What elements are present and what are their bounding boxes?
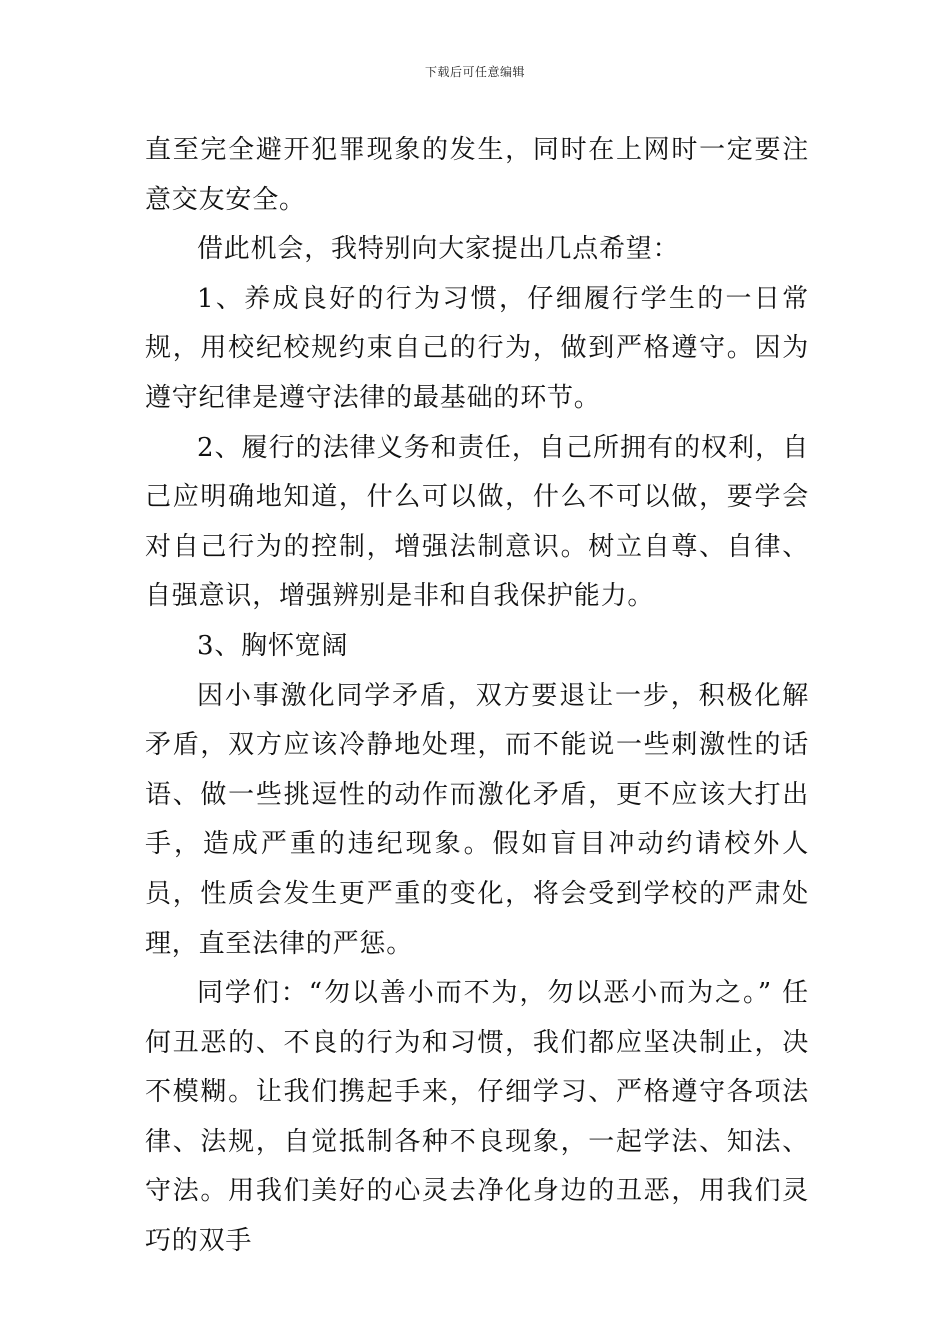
- paragraph-point-2: 2、履行的法律义务和责任，自己所拥有的权利，自己应明确地知道，什么可以做，什么不可以做，要学会对自己行为的控制，增强法制意识。树立自尊、自律、自强意识，增强辨别是非和自我保护能力。: [145, 432, 809, 612]
- paragraph-point-3-body: 因小事激化同学矛盾，双方要退让一步，积极化解矛盾，双方应该冷静地处理，而不能说一些刺激性的话语、做一些挑逗性的动作而激化矛盾，更不应该大打出手，造成严重的违纪现象。假如盲目冲动约请校外人员，性质会发生更严重的变化，将会受到学校的严肃处理，直至法律的严惩。: [145, 680, 809, 959]
- paragraph-intro: 借此机会，我特别向大家提出几点希望：: [197, 234, 680, 265]
- paragraph-closing: 同学们：“勿以善小而不为，勿以恶小而为之。” 任何丑恶的、不良的行为和习惯，我们都应坚决制止，决不模糊。让我们携起手来，仔细学习、严格遵守各项法律、法规，自觉抵制各种不良现象，一起学法、知法、守法。用我们美好的心灵去净化身边的丑恶，用我们灵巧的双手: [145, 978, 809, 1257]
- paragraph-continuation: 直至完全避开犯罪现象的发生，同时在上网时一定要注意交友安全。: [145, 135, 809, 215]
- document-body: [145, 126, 809, 1267]
- page-header: 下载后可任意编辑: [424, 65, 525, 79]
- paragraph-point-3-heading: 3、胸怀宽阔: [197, 630, 349, 661]
- paragraph-point-1: 1、养成良好的行为习惯，仔细履行学生的一日常规，用校纪校规约束自己的行为，做到严格遵守。因为遵守纪律是遵守法律的最基础的环节。: [145, 283, 809, 413]
